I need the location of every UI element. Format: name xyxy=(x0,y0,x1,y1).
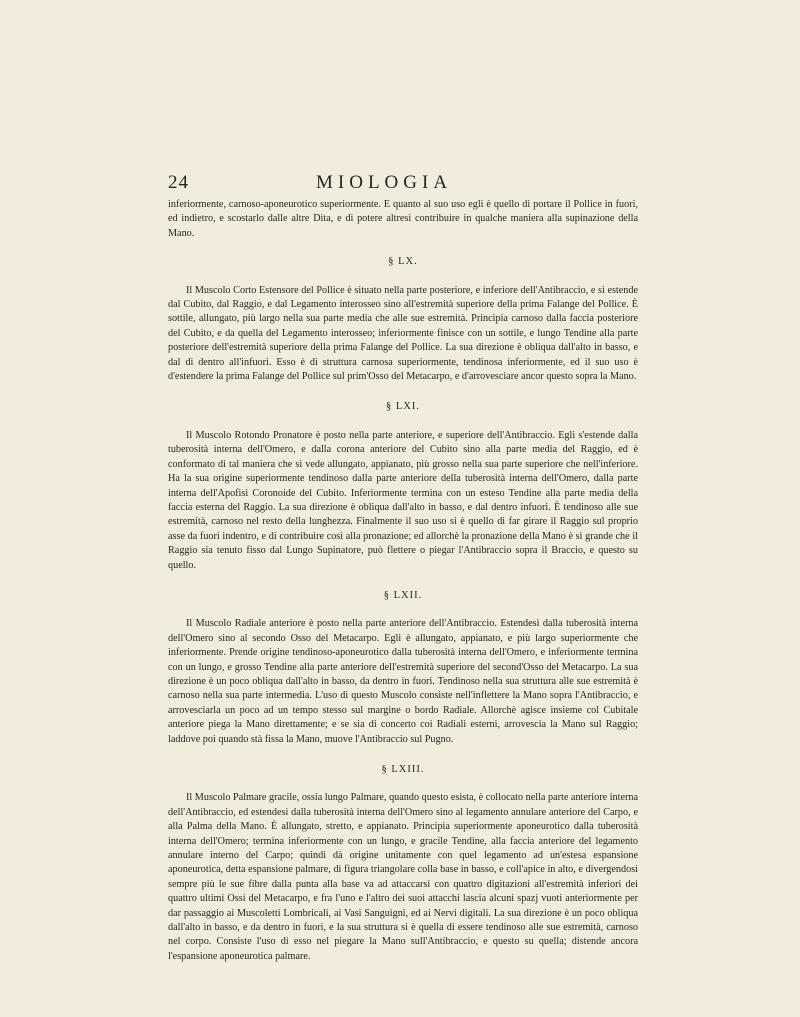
paragraph-lxii: Il Muscolo Radiale anteriore è posto nella parte anteriore dell'Antibraccio. Estendesi dalla tuberosità interna dell'Omero sino al secondo Osso del Metacarpo. Egli è allungato, appianato, e più largo superiormente che inferiormente. Prende origine tendinoso-aponeurotico dalla tuberosità interna dell'Omero, e inferiormente termina con un lungo, e grosso Tendine alla parte anteriore dell'estremità superiore del second'Osso del Metacarpo. La sua direzione è un poco obliqua dall'alto in basso, da dentro in fuori. Tendinoso nella sua struttura alle sue estremità è carnoso nella sua parte intermedia. L'uso di questo Muscolo consiste nell'inflettere la Mano sopra l'Antibraccio, e arrovesciarla un poco ad un tempo stesso sul margine o bordo Radiale. Allorchè agisce insieme col Cubitale anteriore piega la Mano direttamente; e se sia di concerto coi Radiali esterni, arrovescia la Mano sul Raggio; laddove poi quando stà fissa la Mano, muove l'Antibraccio sul Pugno. xyxy=(168,618,638,745)
paragraph-intro: inferiormente, carnoso-aponeurotico superiormente. E quanto al suo uso egli è quello di portare il Pollice in fuori, ed indietro, e scostarlo dalle altre Dita, e di potere altresì contribuire in qualche maniera alla supinazione della Mano. xyxy=(168,199,638,239)
section-heading-lxii: § LXII. xyxy=(383,589,423,601)
paragraph-lx: Il Muscolo Corto Estensore del Pollice è situato nella parte posteriore, e inferiore dell'Antibraccio, e si estende dal Cubito, dal Raggio, e dal Legamento interosseo sino all'estremità superiore della prima Falange del Pollice. È sottile, allungato, più largo nella sua parte media che alle sue estremità. Principia carnoso dalla faccia posteriore del Cubito, e da quella del Legamento interosseo; inferiormente finisce con un sottile, e lungo Tendine alla parte posteriore dell'estremità superiore della prima Falange del Pollice. La sua direzione è obliqua dall'alto in basso, e dal di dentro all'infuori. Esso è di struttura carnosa superiormente, tendinosa inferiormente, ed il suo uso è d'estendere la prima Falange del Pollice sul prim'Osso del Metacarpo, e d'arrovesciare ancor questo sopra la Mano. xyxy=(168,284,638,383)
bottom-spacer xyxy=(168,964,638,974)
page-number: 24 xyxy=(168,172,189,193)
page-body xyxy=(168,198,638,974)
section-heading-lxi: § LXI. xyxy=(386,401,420,413)
running-head: MIOLOGIA xyxy=(316,172,453,193)
page-header xyxy=(168,172,638,196)
paragraph-lxi: Il Muscolo Rotondo Pronatore è posto nella parte anteriore, e superiore dell'Antibraccio. Egli s'estende dalla tuberosità interna dell'Omero, e dalla corona anteriore del Cubito sino alla parte media del Raggio, ed è conformato di tal maniera che si vede allungato, appianato, più grosso nella sua parte superiore che nell'inferiore. Ha la sua origine superiormente tendinoso dalla parte anteriore della tuberosità interna dell'Omero, dalla parte interna dell'Apofisi Coronoide del Cubito. Inferiormente termina con un esteso Tendine alla parte media della faccia esterna del Raggio. La sua direzione è obliqua dall'alto in basso, e dal dentro infuori. È tendinoso alle sue estremità, carnoso nel resto della lunghezza. Finalmente il suo uso si è quello di far girare il Raggio sul proprio asse da fuori indentro, e di contribuire così alla pronazione; ed allorchè la pronazione della Mano è sì grande che il Raggio sia tenuto fisso dal Lungo Supinatore, può flettere o piegar l'Antibraccio sopra il Braccio, e questo su quello. xyxy=(168,429,638,571)
section-heading-lx: § LX. xyxy=(388,256,418,268)
paragraph-lxiii: Il Muscolo Palmare gracile, ossia lungo Palmare, quando questo esista, è collocato nella parte anteriore interna dell'Antibraccio, ed estendesi dalla tuberosità interna dell'Omero sino al legamento annulare anteriore del Carpo, e alla Palma della Mano. È allungato, stretto, e appianato. Principia superiormente aponeurotico dalla tuberosità interna dell'Omero; termina inferiormente con un lungo, e gracile Tendine, alla faccia anteriore del legamento annulare interno del Carpo; quindi dà origine unitamente con quel legamento ad un'estesa espansione aponeurotica, detta espansione palmare, di figura triangolare colla base in basso, e coll'apice in alto, e divergendosi sempre più le sue fibre dalla punta alla base va ad attaccarsi con quattro digitazioni all'estremità inferiori dei quattro ultimi Ossi del Metacarpo, e fra l'uno e l'altro dei suoi attacchi lascia alcuni spazj vuoti anteriormente per dar passaggio ai Muscoletti Lombricali, ai Vasi Sanguigni, ed ai Nervi digitali. La sua direzione è un poco obliqua dall'alto in basso, e da dentro in fuori, e la sua struttura si è quella di essere tendinoso alle sue estremità, carnoso nel corpo. Consiste l'uso di esso nel piegare la Mano sull'Antibraccio, e questo su quella; distende ancora l'espansione aponeurotica palmare. xyxy=(168,792,638,962)
section-heading-lxiii: § LXIII. xyxy=(381,764,425,775)
